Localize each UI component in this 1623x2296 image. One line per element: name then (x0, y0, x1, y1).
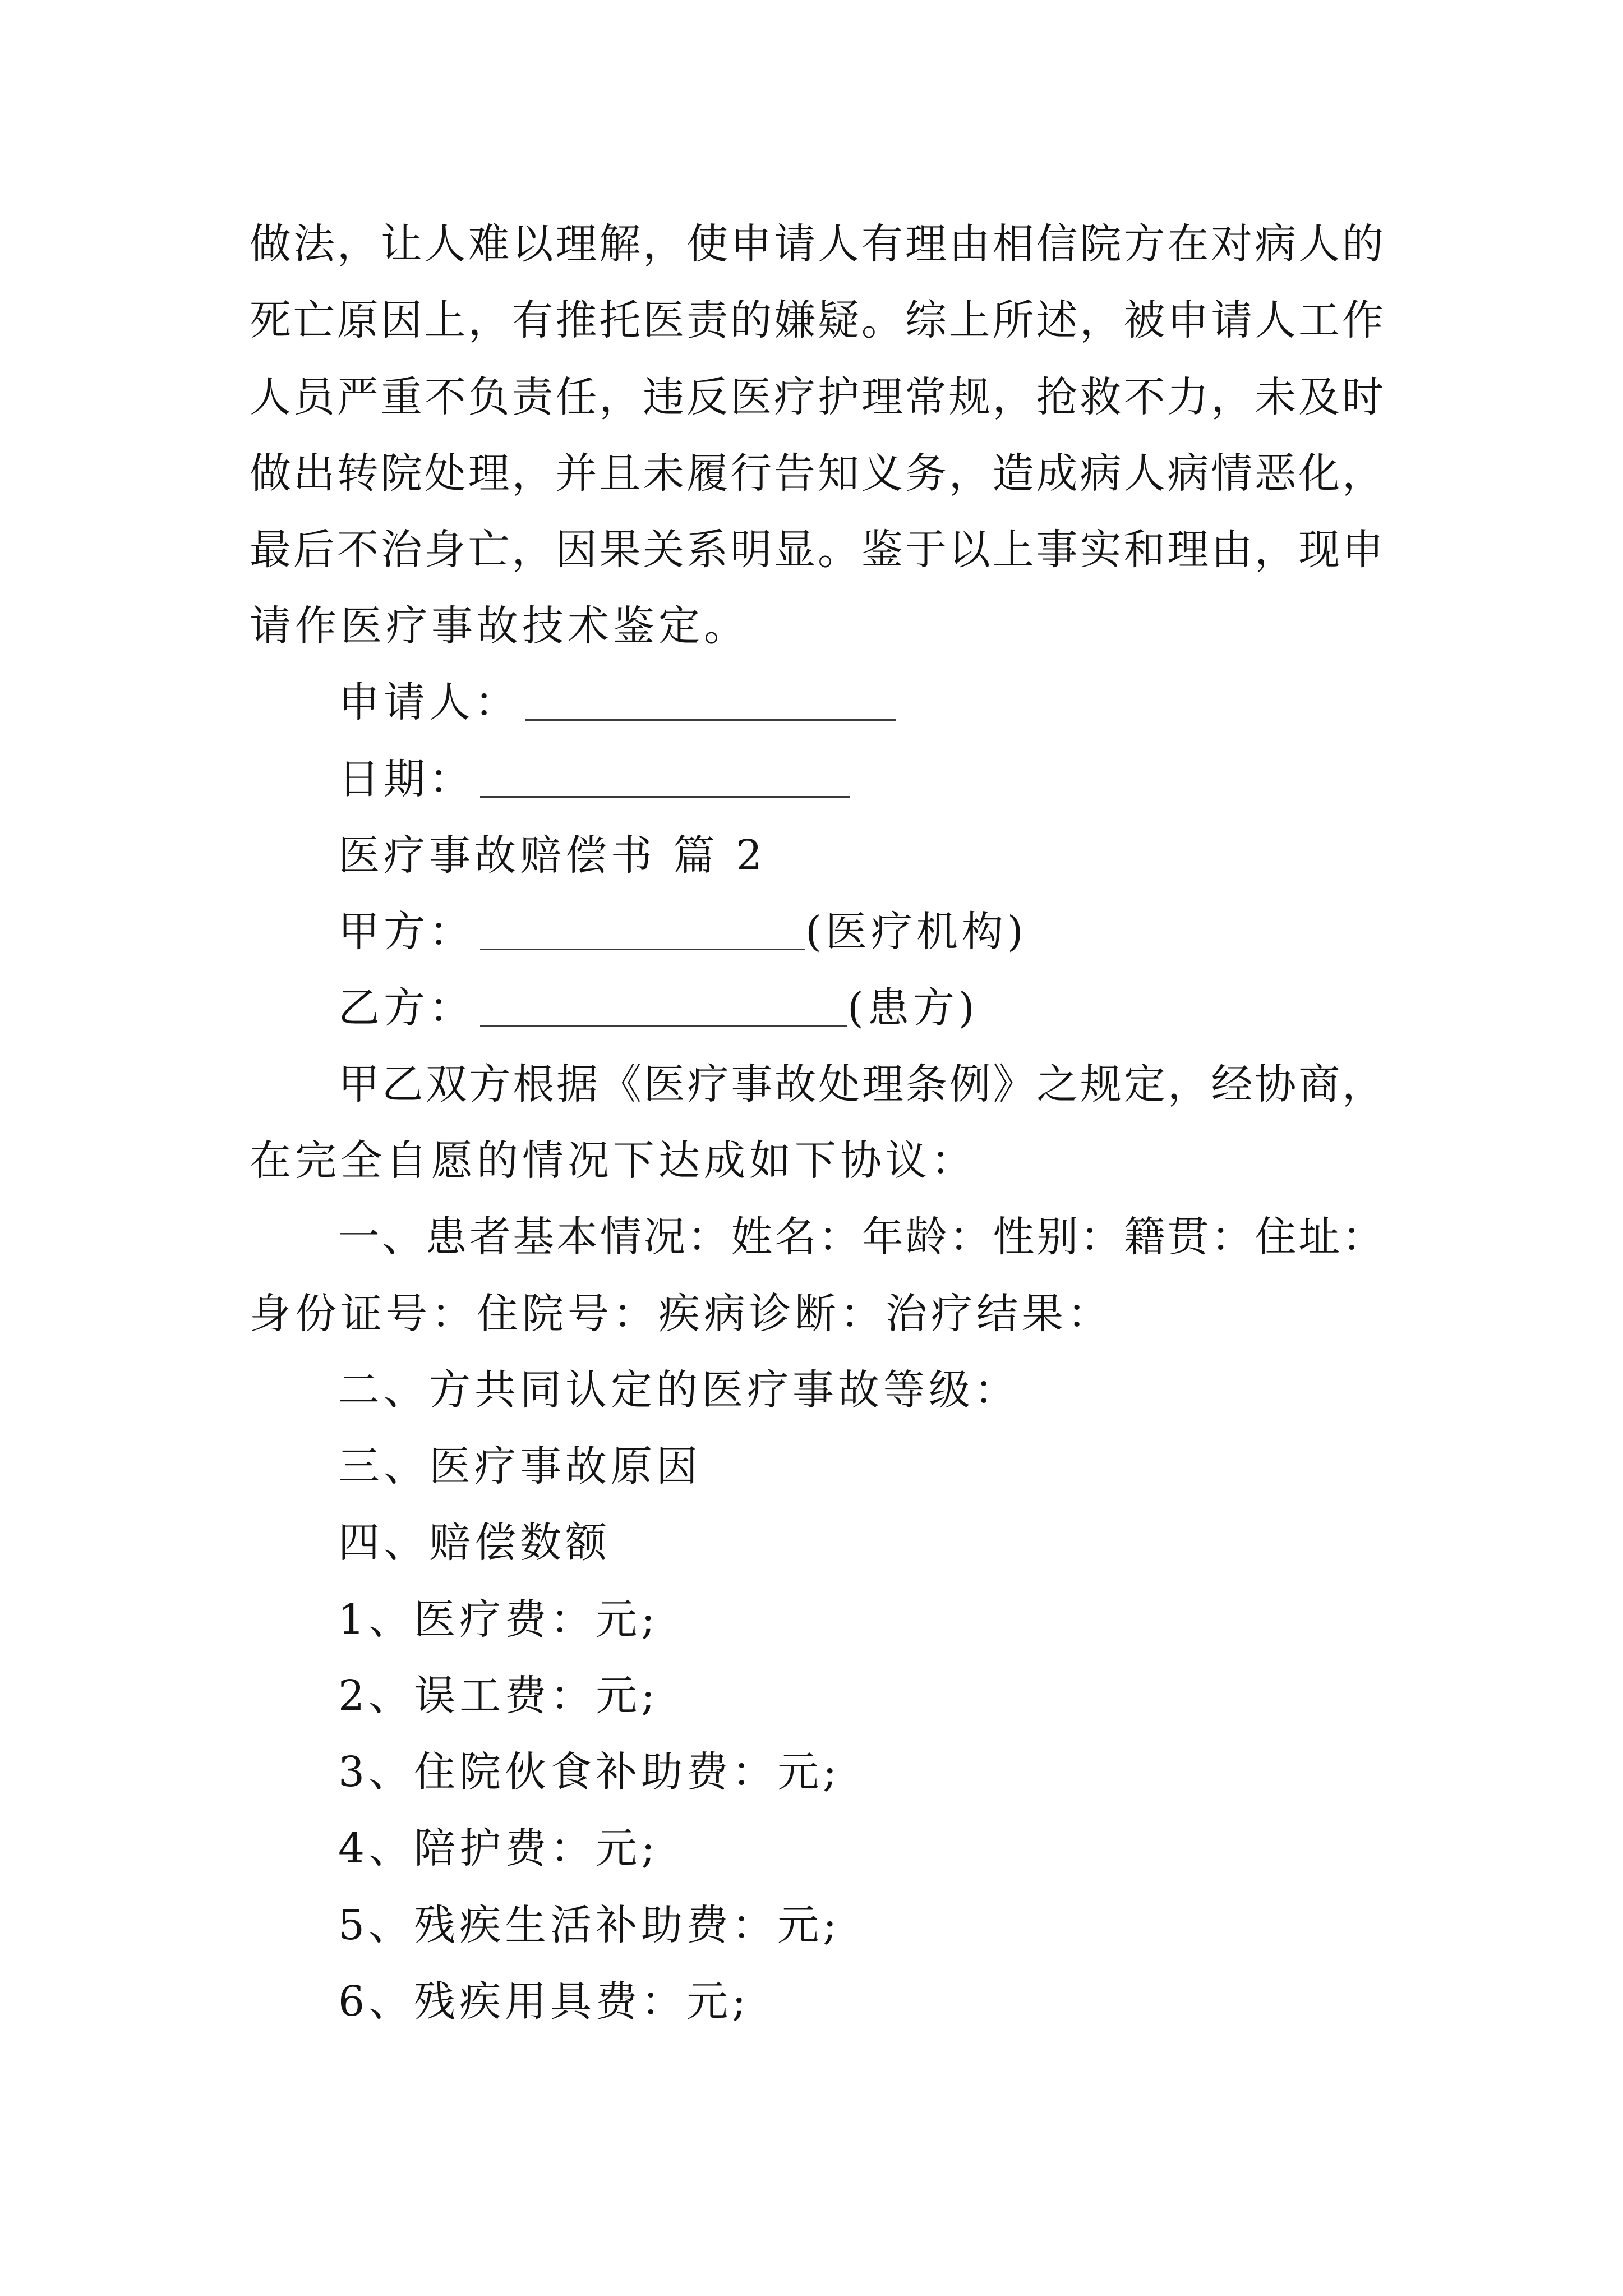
party-a-row (338, 908, 1027, 956)
compensation-item: 5、残疾生活补助费：元; (338, 1901, 841, 1949)
applicant-row (338, 678, 896, 726)
accident-level-clause: 二、方共同认定的医疗事故等级： (338, 1366, 1020, 1414)
accident-cause-clause: 三、医疗事故原因 (338, 1442, 702, 1490)
patient-info-line: 一、患者基本情况：姓名：年龄：性别：籍贯：住址： (338, 1213, 1384, 1261)
paragraph-line: 做出转院处理，并且未履行告知义务，造成病人病情恶化， (250, 449, 1384, 498)
party-a-blank-line (480, 915, 805, 950)
party-b-suffix: (患方) (847, 984, 979, 1032)
party-b-blank-line (480, 991, 847, 1027)
compensation-item: 4、陪护费：元; (338, 1824, 660, 1872)
party-b-row (338, 984, 979, 1032)
applicant-label: 申请人： (338, 678, 520, 726)
paragraph-line: 做法，让人难以理解，使申请人有理由相信院方在对病人的 (250, 220, 1384, 268)
date-label: 日期： (338, 755, 474, 803)
compensation-item: 6、残疾用具费：元; (338, 1977, 750, 2026)
date-blank-line (480, 762, 850, 798)
agreement-intro-line: 甲乙双方根据《医疗事故处理条例》之规定，经协商， (338, 1060, 1384, 1108)
paragraph-line: 死亡原因上，有推托医责的嫌疑。综上所述，被申请人工作 (250, 296, 1384, 344)
party-a-suffix: (医疗机构) (805, 908, 1027, 956)
applicant-blank-line (525, 685, 896, 721)
paragraph-line: 人员严重不负责任，违反医疗护理常规，抢救不力，未及时 (250, 373, 1384, 421)
paragraph-line: 请作医疗事故技术鉴定。 (250, 602, 749, 650)
party-b-label: 乙方： (338, 984, 474, 1032)
compensation-item: 1、医疗费：元; (338, 1595, 660, 1644)
compensation-item: 2、误工费：元; (338, 1672, 660, 1720)
party-a-label: 甲方： (338, 908, 474, 956)
compensation-item: 3、住院伙食补助费：元; (338, 1748, 841, 1796)
agreement-intro-line: 在完全自愿的情况下达成如下协议： (250, 1137, 976, 1185)
date-row (338, 755, 850, 803)
patient-info-line: 身份证号：住院号：疾病诊断：治疗结果： (250, 1290, 1113, 1338)
compensation-amount-clause: 四、赔偿数额 (338, 1519, 611, 1567)
paragraph-line: 最后不治身亡，因果关系明显。鉴于以上事实和理由，现申 (250, 526, 1384, 574)
section-title: 医疗事故赔偿书 篇 2 (338, 831, 767, 880)
